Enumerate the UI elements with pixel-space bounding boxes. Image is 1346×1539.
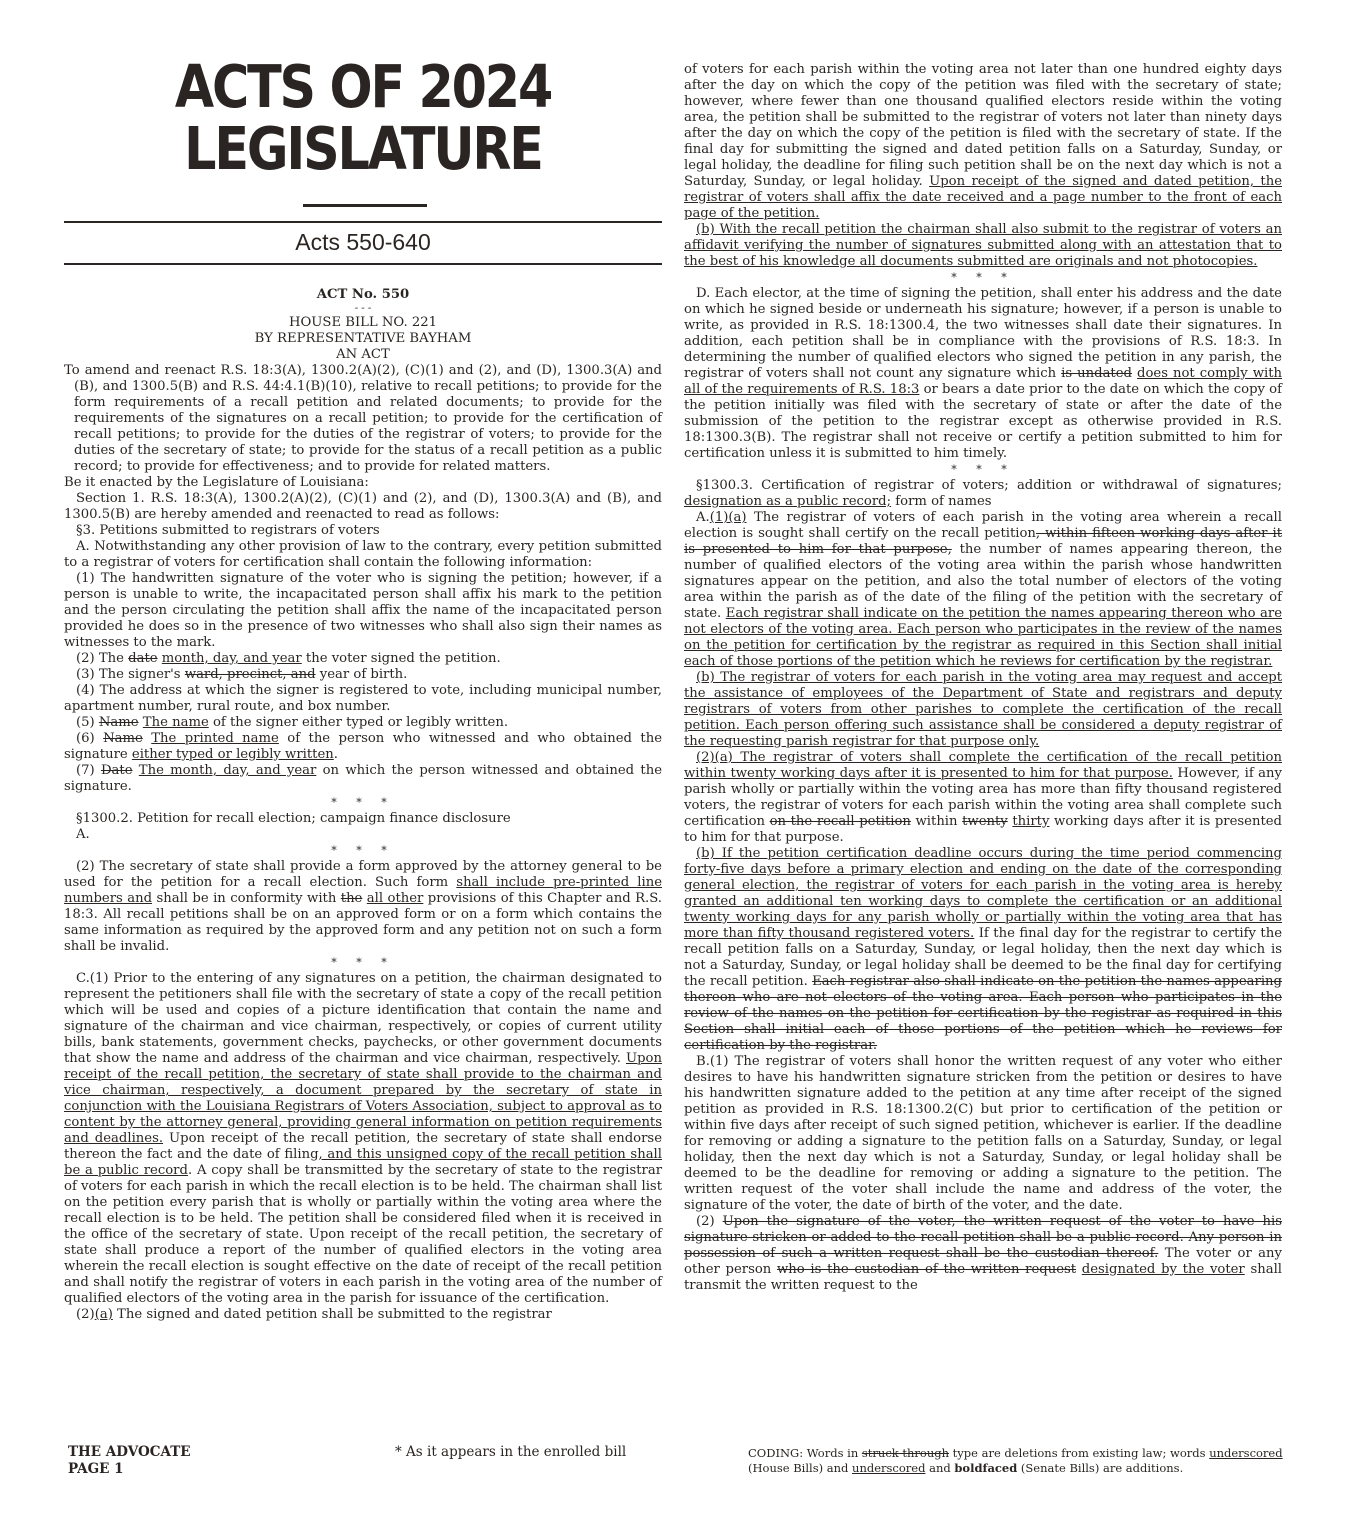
s1300-3-b1: B.(1) The registrar of voters shall honor the written request of any voter who either desires to have his handwritten signature stricken from the petition or desires to have his handwritten signature added to the petition at any time after receipt of the signed petition as provided in R.S. 18:1300.2(C) but prior to certification of the petition or within five days after receipt of such signed petition, whichever is earlier. If the deadline for removing or adding a signature to the petition falls on a Saturday, Sunday, or legal holiday, then the next day which is not a Saturday, Sunday, or legal holiday shall be deemed to be the deadline for removing or adding a signature to the petition. The written request of the voter shall include the name and address of the voter, the signature of the voter, the date of birth of the voter, and the date. <box>684 1054 1282 1213</box>
footer-paper-name: THE ADVOCATE <box>68 1444 191 1460</box>
omission-stars: * * * <box>331 844 395 857</box>
s1300-2-c2-start: (2)(a) The signed and dated petition shall be submitted to the registrar <box>76 1307 552 1322</box>
s3-a: A. Notwithstanding any other provision of law to the contrary, every petition submitted to a registrar of voters for certification shall contain the following information: <box>64 539 662 570</box>
s1300-2-d: D. Each elector, at the time of signing the petition, shall enter his address and the date on which he signed beside or underneath his signature; however, if a person is unable to write, as provided in R.S. 18:1300.4, the two witnesses shall date their signatures. In addition, each petition shall be in compliance with the provisions of R.S. 18:3. In determining the number of qualified electors who signed the petition in any parish, the registrar of voters shall not count any signature which is undated does not comply with all of the requirements of R.S. 18:3 or bears a date prior to the date on which the copy of the petition initially was filed with the secretary of state or after the date of the submission of the petition to the registrar except as otherwise provided in R.S. 18:1300.3(B). The registrar shall not receive or certify a petition submitted to him for certification unless it is submitted to him timely. <box>684 286 1283 461</box>
s1300-2-c1: C.(1) Prior to the entering of any signatures on a petition, the chairman designated to represent the petitioners shall file with the secretary of state a copy of the recall petition which will be used and copies of a picture identification that contain the name and signature of the chairman and vice chairman, respectively, or copies of current utility bills, bank statements, government checks, paychecks, or other government documents that show the name and address of the chairman and vice chairman, respectively. Upon receipt of the recall petition, the secretary of state shall provide to the chairman and vice chairman, respectively, a document prepared by the secretary of state in conjunction with the Louisiana Registrars of Voters Association, subject to approval as to content by the attorney general, providing general information on petition requirements and deadlines. Upon receipt of the recall petition, the secretary of state shall endorse thereon the fact and the date of filing, and this unsigned copy of the recall petition shall be a public record. A copy shall be transmitted by the secretary of state to the registrar of voters for each parish in which the recall election is to be held. The chairman shall list on the petition every parish that is wholly or partially within the voting area where the recall election is to be held. The petition shall be considered filed when it is received in the office of the secretary of state. Upon receipt of the recall petition, the secretary of state shall produce a report of the number of qualified electors in the voting area wherein the recall election is sought effective on the date of receipt of the recall petition and shall notify the registrar of voters in each parish in the voting area of the number of qualified electors of the voting area in the parish for issuance of the certification. <box>64 971 663 1306</box>
footer-enrolled-note: * As it appears in the enrolled bill <box>395 1444 627 1460</box>
masthead-title-line2: LEGISLATURE <box>184 114 542 183</box>
enacting-clause: Be it enacted by the Legislature of Louisiana: <box>64 475 369 490</box>
s1300-3-heading: §1300.3. Certification of registrar of voters; addition or withdrawal of signatures; designation as a public record; form of names <box>684 478 1282 509</box>
s1300-3-a1b: (b) The registrar of voters for each parish in the voting area may request and accept the assistance of employees of the Department of State and registrars and deputy registrars of voters from other parishes to complete the certification of the recall petition. Each person offering such assistance shall be considered a deputy registrar of the requesting parish registrar for that purpose only. <box>684 670 1282 749</box>
footer-coding-legend: CODING: Words in struck through type are deletions from existing law; words underscored (House Bills) and underscored and boldfaced (Senate Bills) are additions. <box>748 1446 1283 1475</box>
bill-author: BY REPRESENTATIVE BAYHAM <box>254 331 472 346</box>
s3-2: (2) The date month, day, and year the voter signed the petition. <box>76 651 501 666</box>
masthead-rule-top <box>64 221 662 223</box>
s3-6: (6) Name The printed name of the person who witnessed and who obtained the signature either typed or legibly written. <box>64 731 662 762</box>
s1300-3-a2a: (2)(a) The registrar of voters shall complete the certification of the recall petition within twenty working days after it is presented to him for that purpose. However, if any parish wholly or partially within the voting area has more than fifty thousand registered voters, the registrar of voters for each parish within the voting area shall complete such certification on the recall petition within twenty thirty working days after it is presented to him for that purpose. <box>684 750 1282 845</box>
omission-stars: * * * <box>951 271 1015 284</box>
s1300-3-b2: (2) Upon the signature of the voter, the written request of the voter to have his signature stricken or added to the recall petition shall be a public record. Any person in possession of such a written request shall be the custodian thereof. The voter or any other person who is the custodian of the written request designated by the voter shall transmit the written request to the <box>684 1214 1283 1293</box>
left-column <box>64 287 662 1323</box>
s1300-2-a2: (2) The secretary of state shall provide a form approved by the attorney general to be used for the petition for a recall election. Such form shall include pre-printed line numbers and shall be in conformity with the all other provisions of this Chapter and R.S. 18:3. All recall petitions shall be on an approved form or on a form which contains the same information as required by the approved form and any petition not on such a form shall be invalid. <box>64 859 663 954</box>
omission-stars: * * * <box>951 463 1015 476</box>
s3-7: (7) Date The month, day, and year on which the person witnessed and obtained the signature. <box>64 763 662 794</box>
act-number: ACT No. 550 <box>316 287 410 302</box>
s3-1: (1) The handwritten signature of the voter who is signing the petition; however, if a person is unable to write, the incapacitated person shall affix his mark to the petition and the person circulating the petition shall affix the name of the incapacitated person provided he does so in the presence of two witnesses who shall also sign their names as witnesses to the mark. <box>64 571 662 650</box>
masthead-title <box>106 52 620 183</box>
s1300-3-a1a: A.(1)(a) The registrar of voters of each parish in the voting area wherein a recall election is sought shall certify on the recall petition, within fifteen working days after it is presented to him for that purpose, the number of names appearing thereon, the number of qualified electors of the voting area within the parish whose handwritten signatures appear on the petition, and also the total number of electors of the voting area within the parish as of the date of the filing of the petition with the secretary of state. Each registrar shall indicate on the petition the names appearing thereon who are not electors of the voting area. Each person who participates in the review of the names on the petition for certification by the registrar as required in this Section shall initial each of those portions of the petition which he reviews for certification by the registrar. <box>684 510 1282 669</box>
omission-stars: * * * <box>331 796 395 809</box>
an-act: AN ACT <box>336 347 390 362</box>
house-bill: HOUSE BILL NO. 221 <box>288 315 438 330</box>
masthead-short-rule <box>303 204 427 207</box>
c2-continued: of voters for each parish within the voting area not later than one hundred eighty days after the day on which the copy of the petition was filed with the secretary of state; however, where fewer than one thousand qualified electors reside within the voting area, the petition shall be submitted to the registrar of voters not later than ninety days after the day on which the copy of the petition is filed with the secretary of state. If the final day for submitting the signed and dated petition falls on a Saturday, Sunday, or legal holiday, the deadline for filing such petition shall be on the next day which is not a Saturday, Sunday, or legal holiday. Upon receipt of the signed and dated petition, the registrar of voters shall affix the date received and a page number to the front of each page of the petition. <box>684 62 1283 221</box>
omission-stars: * * * <box>331 956 395 969</box>
s3-3: (3) The signer's ward, precinct, and year of birth. <box>76 667 408 682</box>
s3-5: (5) Name The name of the signer either typed or legibly written. <box>76 715 509 730</box>
acts-range: Acts 550-640 <box>295 229 431 255</box>
act-title: To amend and reenact R.S. 18:3(A), 1300.2(A)(2), (C)(1) and (2), and (D), 1300.3(A) and (B), and 1300.5(B) and R.S. 44:4.1(B)(10), relative to recall petitions; to provide for the form requirements of a recall petition and related documents; to provide for the requirements of the signatures on a recall petition; to provide for the certification of recall petitions; to provide for the duties of the registrar of voters; to provide for the duties of the secretary of state; to provide for the status of a recall petition as a public record; to provide for effectiveness; and to provide for related matters. <box>64 363 662 474</box>
footer-publication <box>68 1444 368 1478</box>
s3-4: (4) The address at which the signer is registered to vote, including municipal number, apartment number, rural route, and box number. <box>64 683 662 714</box>
s1300-3-a2b: (b) If the petition certification deadline occurs during the time period commencing forty-five days before a primary election and ending on the date of the corresponding general election, the registrar of voters for each parish in the voting area is hereby granted an additional ten working days to complete the certification or an additional twenty working days for any parish wholly or partially within the voting area that has more than fifty thousand registered voters. If the final day for the registrar to certify the recall petition falls on a Saturday, Sunday, or legal holiday, then the next day which is not a Saturday, Sunday, or legal holiday shall be deemed to be the final day for certifying the recall petition. Each registrar also shall indicate on the petition the names appearing thereon who are not electors of the voting area. Each person who participates in the review of the names on the petition for certification by the registrar as required in this Section shall initial each of those portions of the petition which he reviews for certification by the registrar. <box>684 846 1283 1053</box>
masthead-rule-bottom <box>64 263 662 265</box>
section-1: Section 1. R.S. 18:3(A), 1300.2(A)(2), (C)(1) and (2), and (D), 1300.3(A) and (B), and 1300.5(B) are hereby amended and reenacted to read as follows: <box>64 491 662 522</box>
right-column <box>684 62 1282 1294</box>
masthead-title-line1: ACTS OF 2024 <box>174 52 552 121</box>
s1300-2-a: A. <box>76 827 90 842</box>
c2-b: (b) With the recall petition the chairman shall also submit to the registrar of voters an affidavit verifying the number of signatures submitted along with an attestation that to the best of his knowledge all documents submitted are originals and not photocopies. <box>684 222 1282 269</box>
s1300-2-heading: §1300.2. Petition for recall election; campaign finance disclosure <box>76 811 511 826</box>
act-dashes: - - - <box>354 303 372 314</box>
s3-heading: §3. Petitions submitted to registrars of voters <box>76 523 380 538</box>
footer-page-number: PAGE 1 <box>68 1461 124 1477</box>
